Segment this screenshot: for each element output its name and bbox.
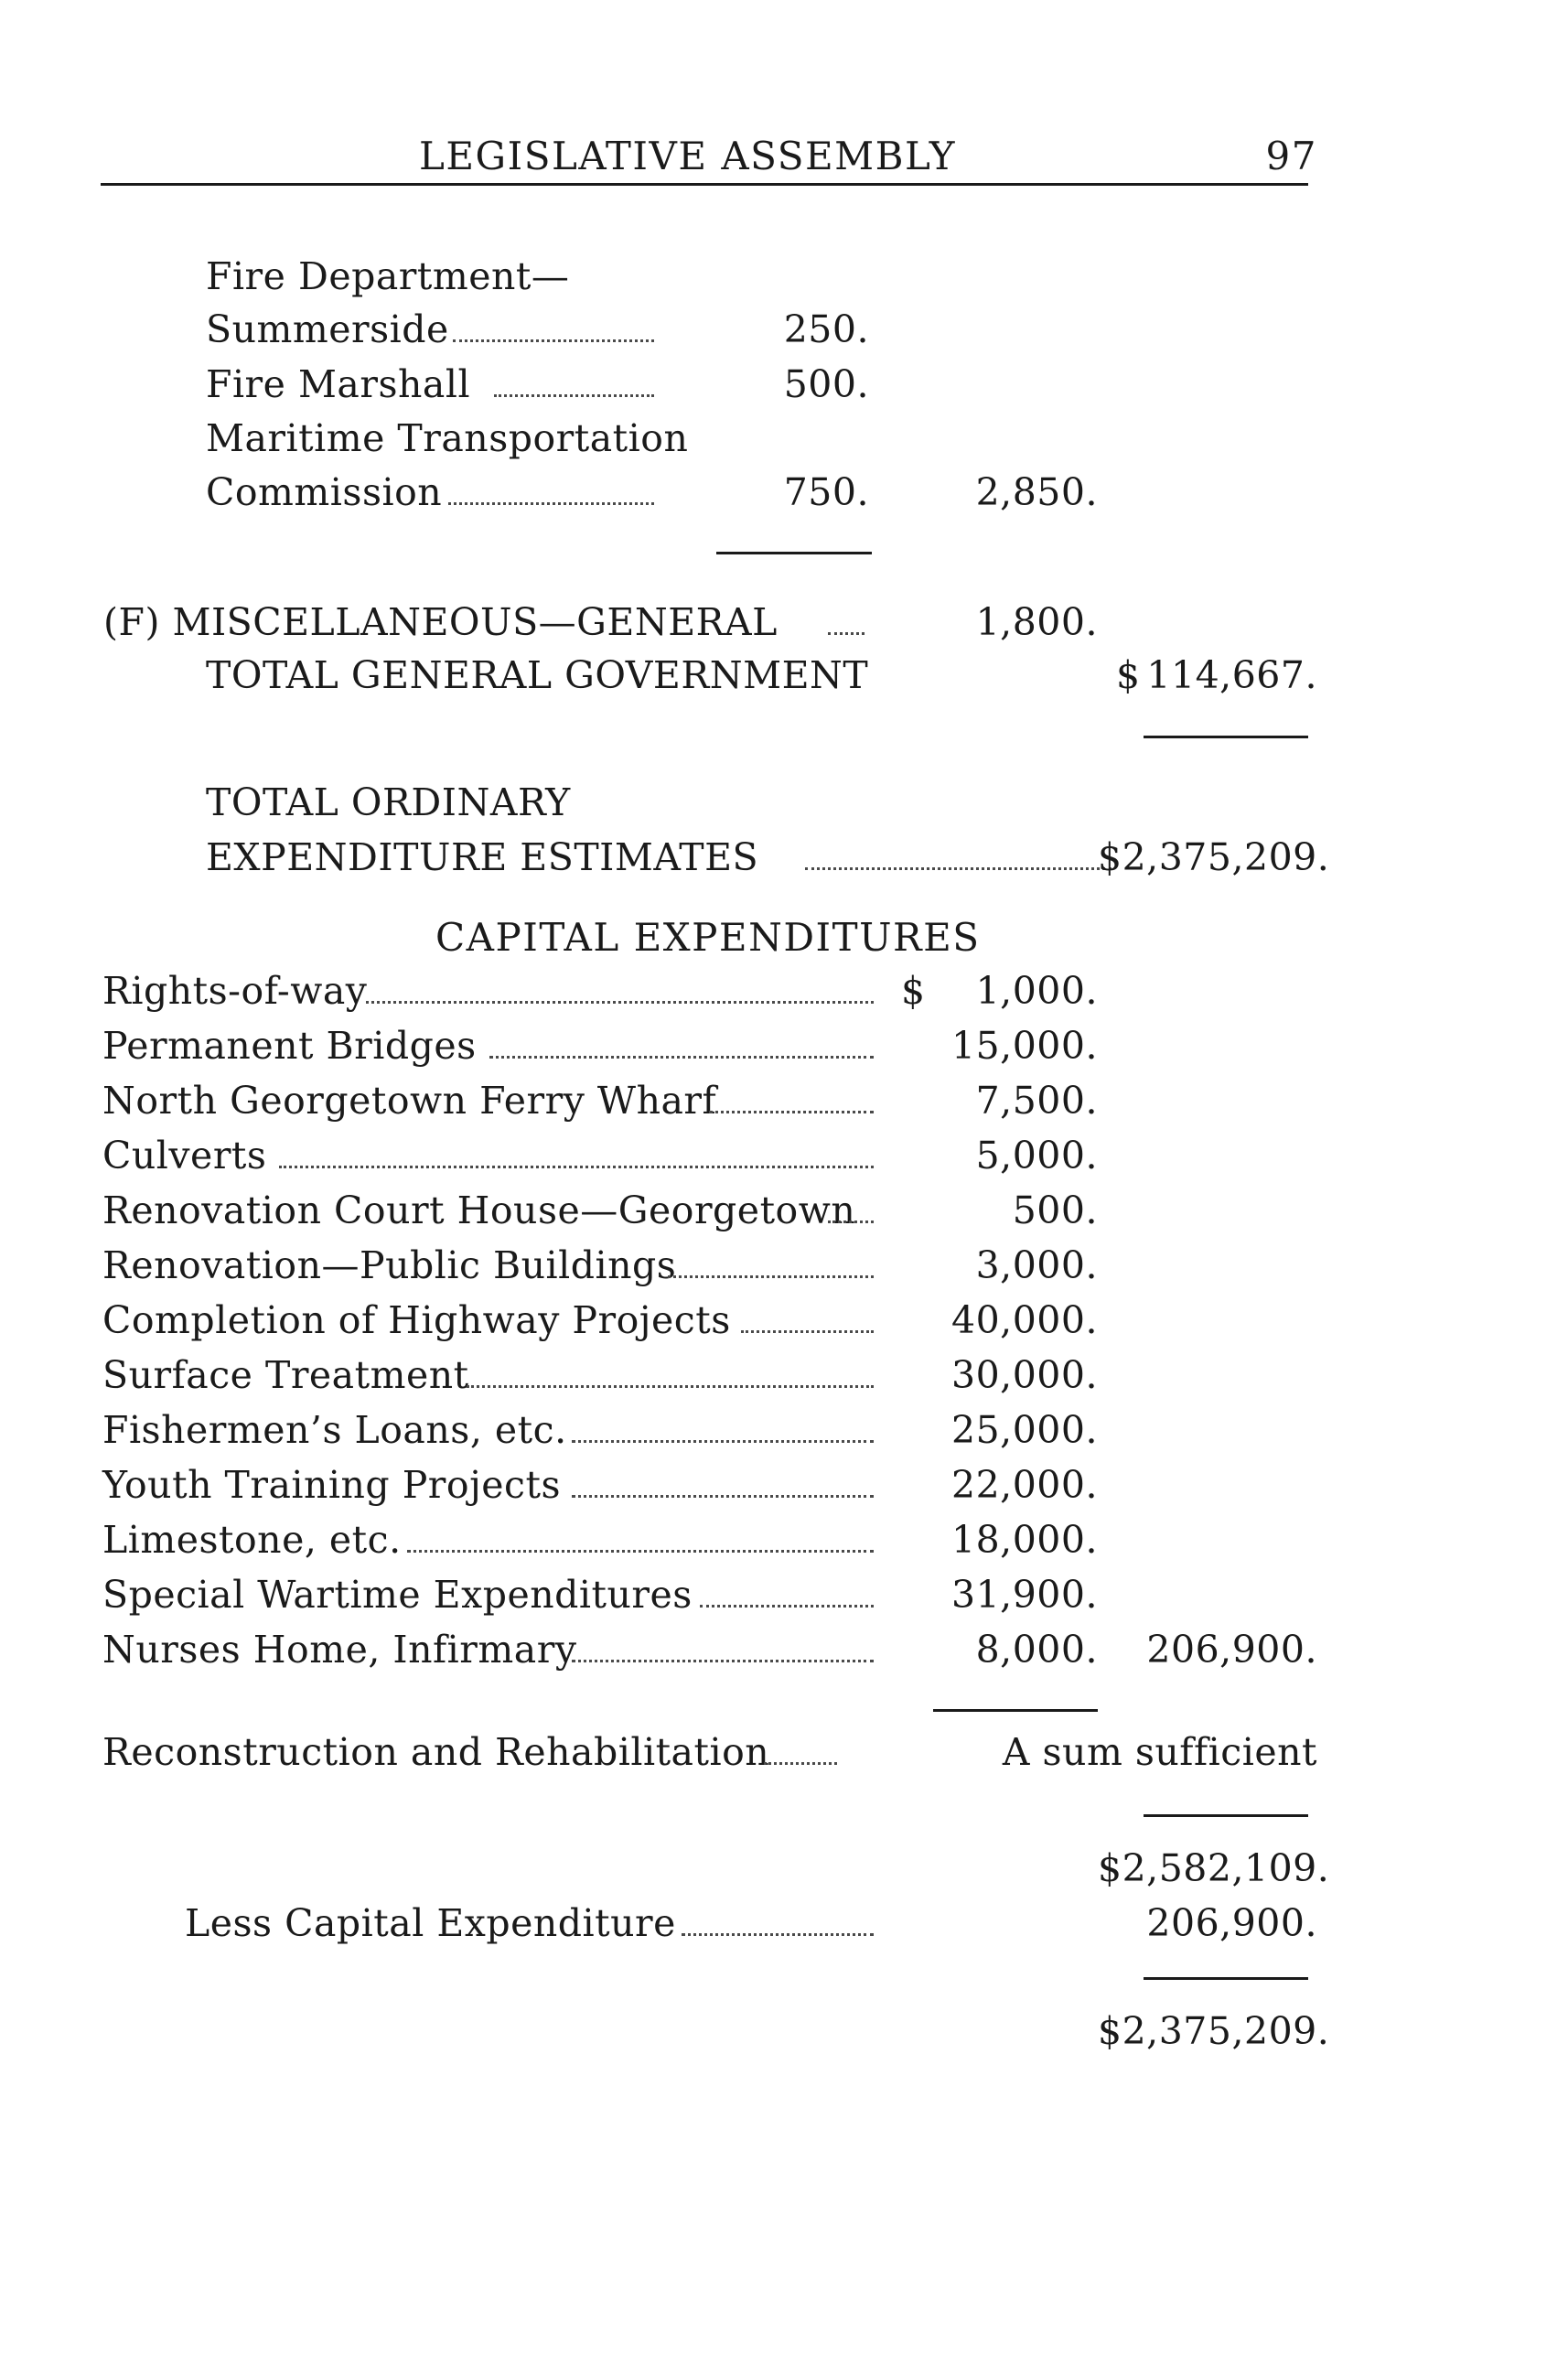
maritime-transportation-label: Maritime Transportation xyxy=(206,416,689,460)
summerside-label: Summerside xyxy=(206,307,449,351)
gross-total: $2,582,109. xyxy=(1098,1846,1330,1890)
capital-expenditures-heading: CAPITAL EXPENDITURES xyxy=(435,915,981,960)
net-rule xyxy=(1144,1977,1308,1980)
subtotal-rule xyxy=(716,552,872,554)
miscellaneous-general-amount: 1,800. xyxy=(975,600,1098,644)
capital-row-label: Surface Treatment xyxy=(102,1353,469,1397)
leader-dots xyxy=(682,1933,874,1936)
capital-row-label: Renovation—Public Buildings xyxy=(102,1243,677,1287)
capital-row-label: Culverts xyxy=(102,1134,267,1178)
capital-row-label: North Georgetown Ferry Wharf xyxy=(102,1079,717,1123)
reconstruction-amount: A sum sufficient xyxy=(1002,1730,1317,1774)
less-capital-amount: 206,900. xyxy=(1146,1901,1317,1945)
capital-row-amount: 3,000. xyxy=(975,1243,1098,1287)
leader-dots xyxy=(448,502,654,505)
capital-row-label: Completion of Highway Projects xyxy=(102,1298,731,1342)
leader-dots xyxy=(467,1385,874,1388)
leader-dots xyxy=(668,1275,874,1278)
total-rule xyxy=(1144,736,1308,738)
summary-rule xyxy=(1144,1814,1308,1817)
leader-dots xyxy=(572,1440,874,1443)
leader-dots xyxy=(366,1001,874,1004)
capital-row-label: Permanent Bridges xyxy=(102,1024,477,1068)
capital-subtotal-rule xyxy=(933,1709,1098,1712)
leader-dots xyxy=(279,1166,874,1168)
summerside-amount: 250. xyxy=(783,307,869,351)
leader-dots xyxy=(805,867,1112,870)
total-general-government-label: TOTAL GENERAL GOVERNMENT xyxy=(206,653,869,697)
capital-row-amount: 22,000. xyxy=(951,1463,1098,1507)
leader-dots xyxy=(572,1495,874,1498)
capital-row-label: Nurses Home, Infirmary xyxy=(102,1628,577,1672)
capital-row-amount: 25,000. xyxy=(951,1408,1098,1452)
capital-row-amount: 7,500. xyxy=(975,1079,1098,1123)
leader-dots xyxy=(828,632,865,635)
capital-row-label: Rights-of-way xyxy=(102,969,368,1013)
capital-row-amount: 18,000. xyxy=(951,1518,1098,1562)
capital-total: 206,900. xyxy=(1146,1628,1317,1672)
commission-label: Commission xyxy=(206,470,443,514)
capital-row-amount: 8,000. xyxy=(975,1628,1098,1672)
leader-dots xyxy=(764,1762,837,1765)
capital-row-amount: 30,000. xyxy=(951,1353,1098,1397)
leader-dots xyxy=(572,1660,874,1662)
capital-row-label: Limestone, etc. xyxy=(102,1518,402,1562)
capital-currency: $ xyxy=(901,969,926,1013)
fire-marshall-label: Fire Marshall xyxy=(206,362,471,406)
page-number: 97 xyxy=(1265,134,1317,178)
leader-dots xyxy=(407,1550,874,1553)
commission-amount: 750. xyxy=(783,470,869,514)
capital-row-amount: 500. xyxy=(1012,1188,1098,1232)
miscellaneous-general-label: (F) MISCELLANEOUS—GENERAL xyxy=(103,600,778,644)
less-capital-label: Less Capital Expenditure xyxy=(185,1901,676,1945)
fire-department-heading: Fire Department— xyxy=(206,254,570,298)
total-general-government-currency: $ xyxy=(1116,653,1141,697)
leader-dots xyxy=(700,1605,874,1608)
total-ordinary-label-line1: TOTAL ORDINARY xyxy=(206,780,571,824)
capital-row-label: Fishermen’s Loans, etc. xyxy=(102,1408,567,1452)
capital-row-amount: 1,000. xyxy=(975,969,1098,1013)
leader-dots xyxy=(709,1111,874,1113)
leader-dots xyxy=(741,1330,874,1333)
capital-row-amount: 31,900. xyxy=(951,1573,1098,1617)
total-ordinary-label-line2: EXPENDITURE ESTIMATES xyxy=(206,835,759,879)
header-rule xyxy=(101,183,1308,186)
capital-row-amount: 40,000. xyxy=(951,1298,1098,1342)
leader-dots xyxy=(828,1221,874,1223)
capital-row-label: Renovation Court House—Georgetown xyxy=(102,1188,856,1232)
leader-dots xyxy=(494,394,654,397)
total-ordinary-amount: $2,375,209. xyxy=(1098,835,1330,879)
net-total: $2,375,209. xyxy=(1098,2009,1330,2053)
page-header-title: LEGISLATIVE ASSEMBLY xyxy=(419,134,956,178)
total-general-government-amount: 114,667. xyxy=(1146,653,1317,697)
leader-dots xyxy=(453,339,654,342)
capital-row-label: Special Wartime Expenditures xyxy=(102,1573,693,1617)
capital-row-label: Youth Training Projects xyxy=(102,1463,562,1507)
fire-marshall-amount: 500. xyxy=(783,362,869,406)
capital-row-amount: 5,000. xyxy=(975,1134,1098,1178)
reconstruction-label: Reconstruction and Rehabilitation xyxy=(102,1730,770,1774)
leader-dots xyxy=(489,1056,874,1059)
capital-row-amount: 15,000. xyxy=(951,1024,1098,1068)
fire-subtotal: 2,850. xyxy=(975,470,1098,514)
